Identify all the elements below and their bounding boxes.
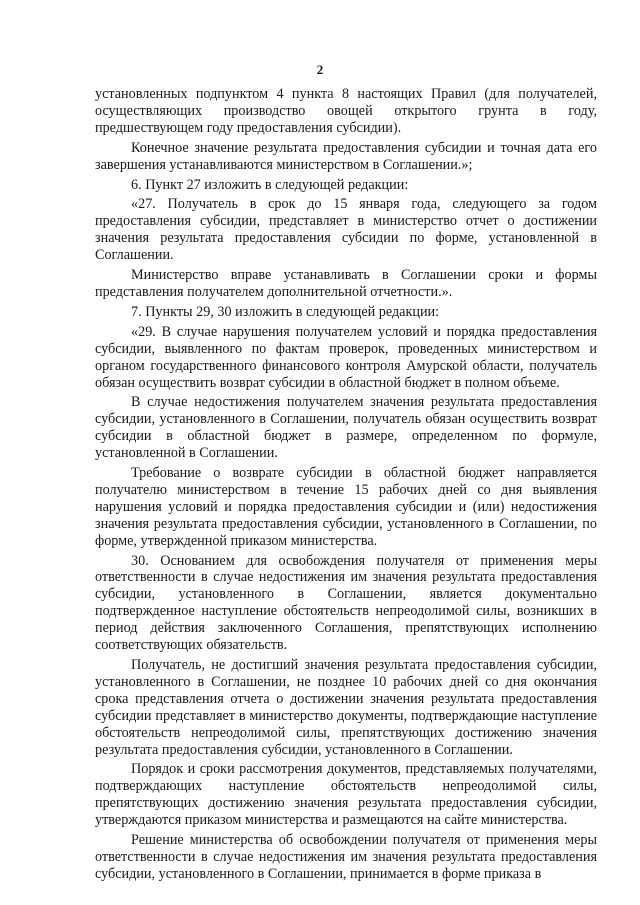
page-number: 2	[316, 62, 324, 77]
document-body	[95, 86, 597, 886]
paragraph-clause-30: 30. Основанием для освобождения получателя от применения меры ответственности в случае недостижения им значения результата предоставления субсидии, установленного в Соглашении, является документально подтвержденное наступление обстоятельств непреодолимой силы, возникших в период действия заключенного Соглашения, препятствующих исполнению соответствующих обязательств.	[95, 552, 597, 654]
paragraph: Министерство вправе устанавливать в Соглашении сроки и формы представления получателем дополнительной отчетности.».	[95, 267, 597, 300]
paragraph: В случае недостижения получателем значения результата предоставления субсидии, установленного в Соглашении, получатель обязан осуществить возврат субсидии в областной бюджет в размере, определенном по формуле, установленной в Соглашении.	[95, 394, 597, 462]
paragraph-amendment-item-6: 6. Пункт 27 изложить в следующей редакции:	[131, 176, 409, 193]
paragraph-continuation: установленных подпунктом 4 пункта 8 настоящих Правил (для получателей, осуществляющих производство овощей открытого грунта в году, предшествующем году предоставления субсидии).	[95, 86, 597, 136]
paragraph-amendment-item-7: 7. Пункты 29, 30 изложить в следующей редакции:	[131, 303, 440, 320]
paragraph-clause-29: «29. В случае нарушения получателем условий и порядка предоставления субсидии, выявленного по фактам проверок, проведенных министерством и органом государственного финансового контроля Амурской области, получатель обязан осуществить возврат субсидии в областной бюджет в полном объеме.	[95, 323, 597, 391]
paragraph: Порядок и сроки рассмотрения документов, представляемых получателями, подтверждающих наступление обстоятельств непреодолимой силы, препятствующих достижению значения результата предоставления субсидии, утверждаются приказом министерства и размещаются на сайте министерства.	[95, 761, 597, 829]
paragraph-clause-27: «27. Получатель в срок до 15 января года, следующего за годом предоставления субсидии, представляет в министерство отчет о достижении значения результата предоставления субсидии по форме, установленной в Соглашении.	[95, 196, 597, 264]
paragraph: Решение министерства об освобождении получателя от применения меры ответственности в случае недостижения им значения результата предоставления субсидии, установленного в Соглашении, принимается в форме приказа в	[95, 832, 597, 882]
paragraph: Конечное значение результата предоставления субсидии и точная дата его завершения устанавливаются министерством в Соглашении.»;	[95, 139, 597, 173]
paragraph: Требование о возврате субсидии в областной бюджет направляется получателю министерством в течение 15 рабочих дней со дня выявления нарушения условий и порядка предоставления субсидии и (или) недостижения значения результата предоставления субсидии, установленного в Соглашении, по форме, утвержденной приказом министерства.	[95, 465, 597, 549]
paragraph: Получатель, не достигший значения результата предоставления субсидии, установленного в Соглашении, не позднее 10 рабочих дней со дня окончания срока представления отчета о достижении значения результата предоставления субсидии представляет в министерство документы, подтверждающие наступление обстоятельств непреодолимой силы, препятствующих достижению значения результата предоставления субсидии, установленного в Соглашении.	[95, 657, 597, 758]
